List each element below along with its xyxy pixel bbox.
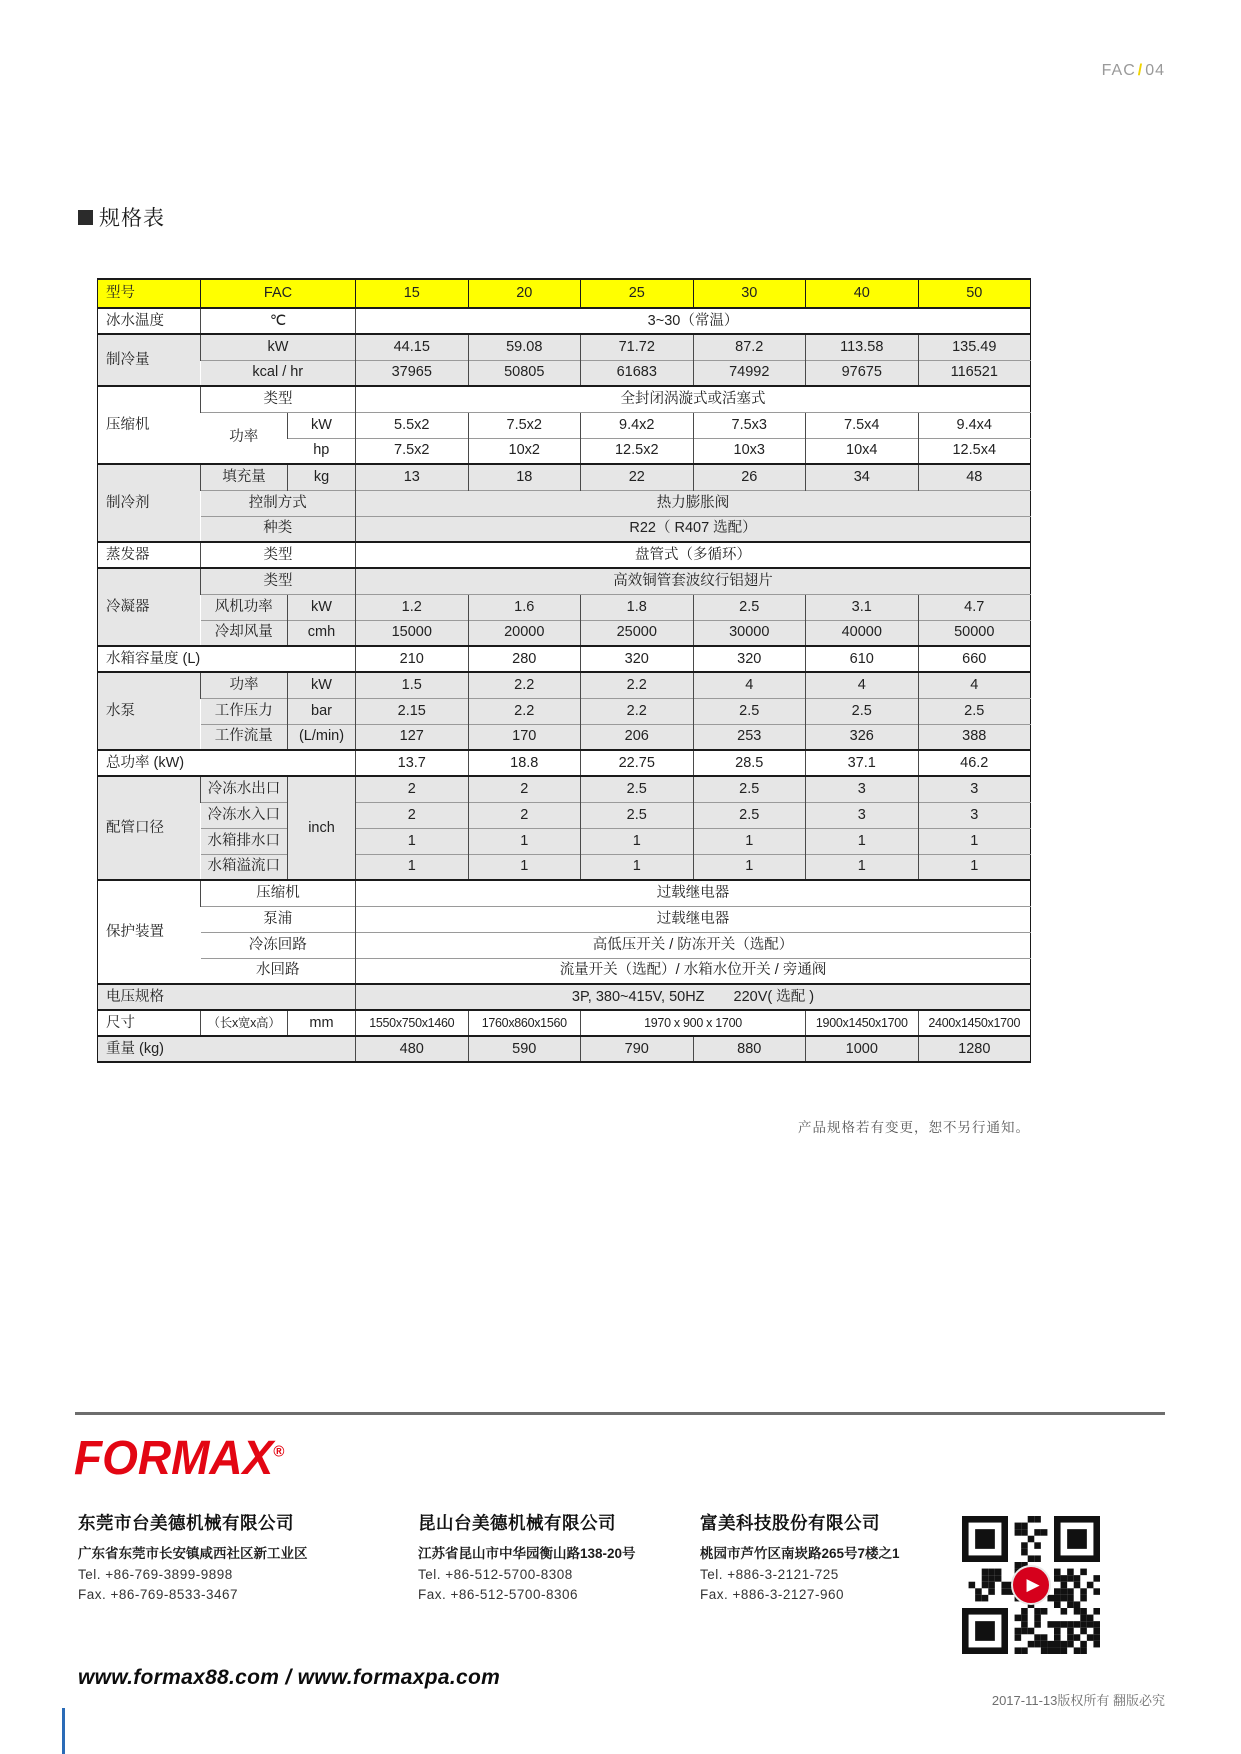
footer-divider (75, 1412, 1165, 1415)
spec-cell: 12.5x2 (581, 438, 694, 464)
spec-note: 产品规格若有变更，恕不另行通知。 (798, 1120, 1030, 1135)
spec-cell: 2.2 (468, 698, 581, 724)
spec-cell: 控制方式 (201, 490, 356, 516)
spec-cell: 59.08 (468, 334, 581, 360)
spec-cell: 2.5 (693, 776, 806, 802)
spec-cell: 37.1 (806, 750, 919, 776)
table-row (98, 279, 1031, 308)
spec-cell: hp (288, 438, 356, 464)
spec-cell: 18 (468, 464, 581, 490)
spec-cell: 170 (468, 724, 581, 750)
spec-cell: 制冷剂 (98, 464, 201, 542)
spec-cell: 127 (356, 724, 469, 750)
spec-cell: 水箱容量度 (L) (98, 646, 356, 672)
company-fax: Fax. +86-512-5700-8306 (418, 1587, 578, 1602)
spec-cell: 1000 (806, 1036, 919, 1062)
spec-cell: 9.4x4 (918, 412, 1031, 438)
spec-cell: 74992 (693, 360, 806, 386)
spec-cell: 660 (918, 646, 1031, 672)
table-row (98, 828, 1031, 854)
spec-cell: 3 (806, 802, 919, 828)
spec-cell: 1.8 (581, 594, 694, 620)
spec-cell: 1280 (918, 1036, 1031, 1062)
formax-logo (74, 1429, 284, 1486)
spec-cell: 61683 (581, 360, 694, 386)
table-row (98, 932, 1031, 958)
table-row (98, 1010, 1031, 1036)
spec-cell: 790 (581, 1036, 694, 1062)
spec-cell: 总功率 (kW) (98, 750, 356, 776)
spec-cell: 7.5x2 (468, 412, 581, 438)
spec-cell: 280 (468, 646, 581, 672)
table-row (98, 646, 1031, 672)
spec-cell: kW (201, 334, 356, 360)
company-name: 东莞市台美德机械有限公司 (78, 1513, 294, 1533)
spec-cell: 盘管式（多循环） (356, 542, 1031, 568)
spec-cell: 3 (806, 776, 919, 802)
spec-cell: kW (288, 672, 356, 698)
spec-cell: 冰水温度 (98, 308, 201, 334)
table-row (98, 750, 1031, 776)
spec-cell: 26 (693, 464, 806, 490)
table-row (98, 542, 1031, 568)
section-title (78, 202, 165, 232)
qr-play-icon: ▶ (1011, 1565, 1051, 1605)
company-kunshan (418, 1510, 748, 1602)
spec-cell: 320 (693, 646, 806, 672)
spec-cell: 2 (356, 802, 469, 828)
spec-cell: inch (288, 776, 356, 880)
spec-cell: 320 (581, 646, 694, 672)
spec-cell: 2.5 (581, 776, 694, 802)
table-row (98, 568, 1031, 594)
spec-cell: 37965 (356, 360, 469, 386)
spec-cell: 4 (693, 672, 806, 698)
copyright-text: 2017-11-13版权所有 翻版必究 (991, 1693, 1165, 1708)
spec-cell: 1760x860x1560 (468, 1010, 581, 1036)
spec-cell: 功率 (201, 672, 288, 698)
spec-cell: 388 (918, 724, 1031, 750)
table-row (98, 620, 1031, 646)
spec-cell: cmh (288, 620, 356, 646)
table-row (98, 490, 1031, 516)
spec-cell: 15 (356, 279, 469, 308)
company-address: 江苏省昆山市中华园衡山路138-20号 (418, 1546, 636, 1561)
spec-cell: bar (288, 698, 356, 724)
spec-cell: 类型 (201, 568, 356, 594)
table-row (98, 412, 1031, 438)
spec-cell: 高低压开关 / 防冻开关（选配） (356, 932, 1031, 958)
spec-cell: 50000 (918, 620, 1031, 646)
spec-cell: 7.5x4 (806, 412, 919, 438)
table-row (98, 594, 1031, 620)
spec-cell: kg (288, 464, 356, 490)
spec-cell: 2.5 (581, 802, 694, 828)
website-link[interactable]: www.formax88.com / www.formaxpa.com (78, 1666, 501, 1689)
spec-cell: 10x2 (468, 438, 581, 464)
spec-cell: 类型 (201, 542, 356, 568)
table-row (98, 776, 1031, 802)
spec-cell: kW (288, 594, 356, 620)
spec-cell: 2.2 (581, 698, 694, 724)
spec-cell: 610 (806, 646, 919, 672)
table-row (98, 984, 1031, 1010)
company-address: 广东省东莞市长安镇咸西社区新工业区 (78, 1546, 308, 1561)
spec-table (97, 278, 1031, 1063)
spec-cell: 1 (693, 854, 806, 880)
spec-cell: 10x3 (693, 438, 806, 464)
spec-cell: 50 (918, 279, 1031, 308)
square-bullet-icon (78, 210, 93, 225)
spec-cell: 1 (918, 828, 1031, 854)
spec-cell: 过载继电器 (356, 906, 1031, 932)
spec-cell: 1550x750x1460 (356, 1010, 469, 1036)
spec-cell: 1970 x 900 x 1700 (581, 1010, 806, 1036)
spec-cell: 9.4x2 (581, 412, 694, 438)
spec-cell: 压缩机 (98, 386, 201, 464)
spec-cell: 保护装置 (98, 880, 201, 984)
registered-mark-icon: ® (273, 1443, 285, 1461)
spec-cell: 34 (806, 464, 919, 490)
spec-cell: 2.5 (918, 698, 1031, 724)
spec-cell: 功率 (201, 412, 288, 464)
spec-cell: 水箱溢流口 (201, 854, 288, 880)
table-row (98, 308, 1031, 334)
spec-cell: 3~30（常温） (356, 308, 1031, 334)
spec-cell: 1 (468, 854, 581, 880)
qr-code (962, 1516, 1100, 1654)
spec-cell: 22.75 (581, 750, 694, 776)
spec-cell: 1.6 (468, 594, 581, 620)
company-tel: Tel. +886-3-2121-725 (700, 1567, 839, 1582)
spec-cell: 116521 (918, 360, 1031, 386)
page-code (1102, 62, 1165, 80)
spec-cell: ℃ (201, 308, 356, 334)
spec-cell: 配管口径 (98, 776, 201, 880)
spec-cell: 25000 (581, 620, 694, 646)
spec-cell: 113.58 (806, 334, 919, 360)
spec-cell: R22（ R407 选配） (356, 516, 1031, 542)
spec-cell: 全封闭涡漩式或活塞式 (356, 386, 1031, 412)
spec-cell: 40000 (806, 620, 919, 646)
spec-cell: 制冷量 (98, 334, 201, 386)
spec-cell: 20000 (468, 620, 581, 646)
table-row (98, 334, 1031, 360)
spec-cell: 2.15 (356, 698, 469, 724)
spec-cell: 1 (356, 854, 469, 880)
spec-cell: 326 (806, 724, 919, 750)
spec-cell: 类型 (201, 386, 356, 412)
table-row (98, 802, 1031, 828)
spec-cell: mm (288, 1010, 356, 1036)
spec-cell: 4.7 (918, 594, 1031, 620)
spec-cell: 1 (581, 854, 694, 880)
spec-cell: 5.5x2 (356, 412, 469, 438)
spec-cell: 2 (468, 802, 581, 828)
spec-cell: 1 (356, 828, 469, 854)
spec-cell: 冷冻回路 (201, 932, 356, 958)
table-row (98, 386, 1031, 412)
spec-cell: 25 (581, 279, 694, 308)
spec-cell: 1 (581, 828, 694, 854)
spec-cell: 压缩机 (201, 880, 356, 906)
spec-cell: 水回路 (201, 958, 356, 984)
section-title-label: 规格表 (99, 207, 165, 230)
spec-cell: 电压规格 (98, 984, 356, 1010)
spec-cell: 2400x1450x1700 (918, 1010, 1031, 1036)
spec-cell: 12.5x4 (918, 438, 1031, 464)
spec-cell: 480 (356, 1036, 469, 1062)
spec-cell: 48 (918, 464, 1031, 490)
spec-cell: 30 (693, 279, 806, 308)
spec-cell: 10x4 (806, 438, 919, 464)
spec-cell: 880 (693, 1036, 806, 1062)
spec-cell: 4 (806, 672, 919, 698)
spec-cell: 流量开关（选配）/ 水箱水位开关 / 旁通阀 (356, 958, 1031, 984)
spec-cell: 重量 (kg) (98, 1036, 356, 1062)
spec-cell: 18.8 (468, 750, 581, 776)
spec-cell: 风机功率 (201, 594, 288, 620)
spec-cell: 冷冻水入口 (201, 802, 288, 828)
company-address: 桃园市芦竹区南崁路265号7楼之1 (700, 1546, 900, 1561)
company-name: 昆山台美德机械有限公司 (418, 1513, 616, 1533)
spec-table-body (98, 279, 1031, 1062)
company-fax: Fax. +86-769-8533-3467 (78, 1587, 238, 1602)
spec-cell: 1 (918, 854, 1031, 880)
spec-cell: 2.5 (806, 698, 919, 724)
table-row (98, 958, 1031, 984)
table-row (98, 516, 1031, 542)
spec-cell: 40 (806, 279, 919, 308)
page-code-text: FAC (1101, 62, 1136, 79)
spec-cell: 87.2 (693, 334, 806, 360)
spec-cell: kW (288, 412, 356, 438)
spec-cell: 13 (356, 464, 469, 490)
table-row (98, 672, 1031, 698)
spec-cell: 3 (918, 802, 1031, 828)
spec-cell: 工作压力 (201, 698, 288, 724)
spec-cell: 1 (468, 828, 581, 854)
spec-cell: 填充量 (201, 464, 288, 490)
page-code-slash: / (1137, 62, 1144, 79)
spec-cell: 3.1 (806, 594, 919, 620)
spec-cell: 冷凝器 (98, 568, 201, 646)
spec-cell: 1.2 (356, 594, 469, 620)
spec-cell: 135.49 (918, 334, 1031, 360)
spec-cell: 型号 (98, 279, 201, 308)
company-tel: Tel. +86-512-5700-8308 (418, 1567, 573, 1582)
spec-cell: 13.7 (356, 750, 469, 776)
spec-cell: 热力膨胀阀 (356, 490, 1031, 516)
company-dongguan (78, 1510, 408, 1602)
spec-cell: 22 (581, 464, 694, 490)
spec-cell: 水泵 (98, 672, 201, 750)
spec-cell: 71.72 (581, 334, 694, 360)
spec-cell: 2.2 (468, 672, 581, 698)
table-row (98, 1036, 1031, 1062)
spec-cell: 2.2 (581, 672, 694, 698)
spec-cell: 97675 (806, 360, 919, 386)
spec-cell: 2 (468, 776, 581, 802)
page-edge-accent (62, 1708, 65, 1754)
spec-cell: 高效铜管套波纹行铝翅片 (356, 568, 1031, 594)
spec-cell: (L/min) (288, 724, 356, 750)
spec-cell: 种类 (201, 516, 356, 542)
spec-cell: 1 (693, 828, 806, 854)
spec-cell: 1 (806, 828, 919, 854)
table-row (98, 724, 1031, 750)
spec-cell: 1900x1450x1700 (806, 1010, 919, 1036)
table-row (98, 698, 1031, 724)
spec-cell: 3 (918, 776, 1031, 802)
spec-cell: 253 (693, 724, 806, 750)
table-row (98, 464, 1031, 490)
spec-cell: 7.5x2 (356, 438, 469, 464)
table-row (98, 906, 1031, 932)
company-fax: Fax. +886-3-2127-960 (700, 1587, 844, 1602)
spec-cell: 210 (356, 646, 469, 672)
spec-cell: 50805 (468, 360, 581, 386)
spec-table-wrap (97, 278, 1030, 1063)
spec-cell: 590 (468, 1036, 581, 1062)
spec-cell: 30000 (693, 620, 806, 646)
spec-cell: 2.5 (693, 594, 806, 620)
spec-cell: （长x宽x高） (201, 1010, 288, 1036)
spec-cell: FAC (201, 279, 356, 308)
company-name: 富美科技股份有限公司 (700, 1513, 880, 1533)
table-row (98, 854, 1031, 880)
spec-cell: 泵浦 (201, 906, 356, 932)
spec-cell: 44.15 (356, 334, 469, 360)
spec-cell: 3P, 380~415V, 50HZ 220V( 选配 ) (356, 984, 1031, 1010)
spec-cell: 蒸发器 (98, 542, 201, 568)
table-row (98, 880, 1031, 906)
formax-logo-text: FORMAX (74, 1429, 274, 1485)
spec-cell: 28.5 (693, 750, 806, 776)
spec-cell: 20 (468, 279, 581, 308)
spec-cell: 冷却风量 (201, 620, 288, 646)
spec-cell: 2.5 (693, 802, 806, 828)
spec-cell: 4 (918, 672, 1031, 698)
spec-cell: 1 (806, 854, 919, 880)
spec-cell: 7.5x3 (693, 412, 806, 438)
table-row (98, 360, 1031, 386)
spec-cell: 15000 (356, 620, 469, 646)
spec-cell: 工作流量 (201, 724, 288, 750)
spec-cell: 2.5 (693, 698, 806, 724)
company-tel: Tel. +86-769-3899-9898 (78, 1567, 233, 1582)
spec-cell: 206 (581, 724, 694, 750)
spec-cell: 尺寸 (98, 1010, 201, 1036)
spec-cell: 1.5 (356, 672, 469, 698)
spec-cell: 2 (356, 776, 469, 802)
spec-cell: kcal / hr (201, 360, 356, 386)
spec-cell: 水箱排水口 (201, 828, 288, 854)
spec-cell: 冷冻水出口 (201, 776, 288, 802)
spec-cell: 46.2 (918, 750, 1031, 776)
page-code-number: 04 (1145, 62, 1165, 79)
spec-cell: 过载继电器 (356, 880, 1031, 906)
